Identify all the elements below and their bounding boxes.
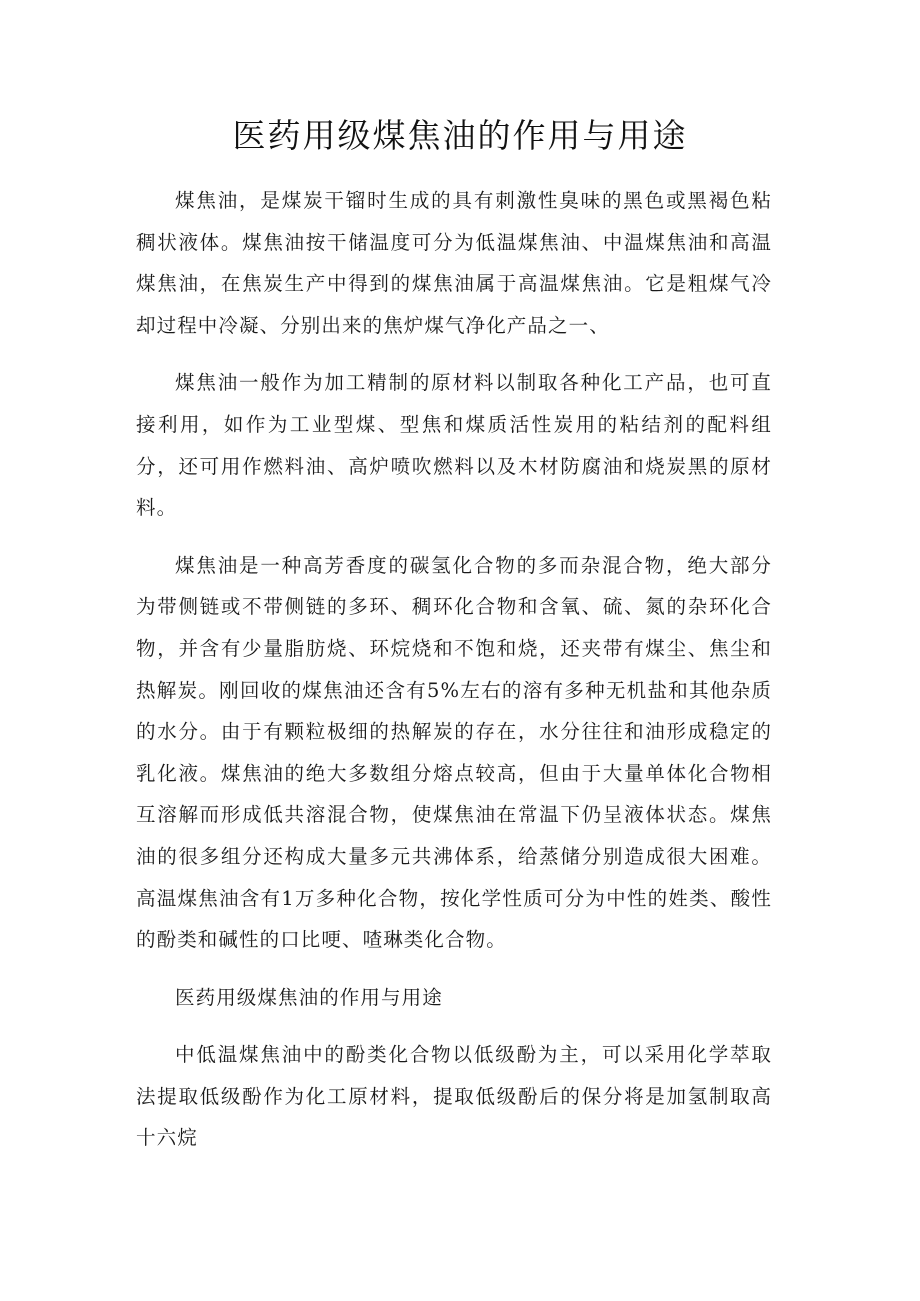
section-heading: 医药用级煤焦油的作用与用途: [175, 985, 443, 1009]
paragraph-1: 煤焦油，是煤炭干镏时生成的具有刺激性臭味的黑色或黑褐色粘稠状液体。煤焦油按干储温度可分为低温煤焦油、中温煤焦油和高温煤焦油，在焦炭生产中得到的煤焦油属于高温煤焦油。它是粗煤气冷却过程中冷凝、分别出来的焦炉煤气净化产品之一、: [136, 189, 772, 337]
paragraph-3: 煤焦油是一种高芳香度的碳氢化合物的多而杂混合物，绝大部分为带侧链或不带侧链的多环、稠环化合物和含氧、硫、氮的杂环化合物，并含有少量脂肪烧、环烷烧和不饱和烧，还夹带有煤尘、焦尘和热解炭。刚回收的煤焦油还含有5%左右的溶有多种无机盐和其他杂质的水分。由于有颗粒极细的热解炭的存在，水分往往和油形成稳定的乳化液。煤焦油的绝大多数组分熔点较高，但由于大量单体化合物相互溶解而形成低共溶混合物，使煤焦油在常温下仍呈液体状态。煤焦油的很多组分还构成大量多元共沸体系，给蒸储分别造成很大困难。高温煤焦油含有1万多种化合物，按化学性质可分为中性的姓类、酸性的酚类和碱性的口比哽、喳琳类化合物。: [136, 553, 772, 952]
paragraph-4: 中低温煤焦油中的酚类化合物以低级酚为主，可以采用化学萃取法提取低级酚作为化工原材料，提取低级酚后的保分将是加氢制取高十六烷: [136, 1043, 772, 1150]
document-body: [136, 180, 772, 1175]
paragraph-2: 煤焦油一般作为加工精制的原材料以制取各种化工产品，也可直接利用，如作为工业型煤、型焦和煤质活性炭用的粘结剂的配料组分，还可用作燃料油、高炉喷吹燃料以及木材防腐油和烧炭黑的原材料。: [136, 371, 772, 520]
document-title: 医药用级煤焦油的作用与用途: [232, 116, 688, 155]
